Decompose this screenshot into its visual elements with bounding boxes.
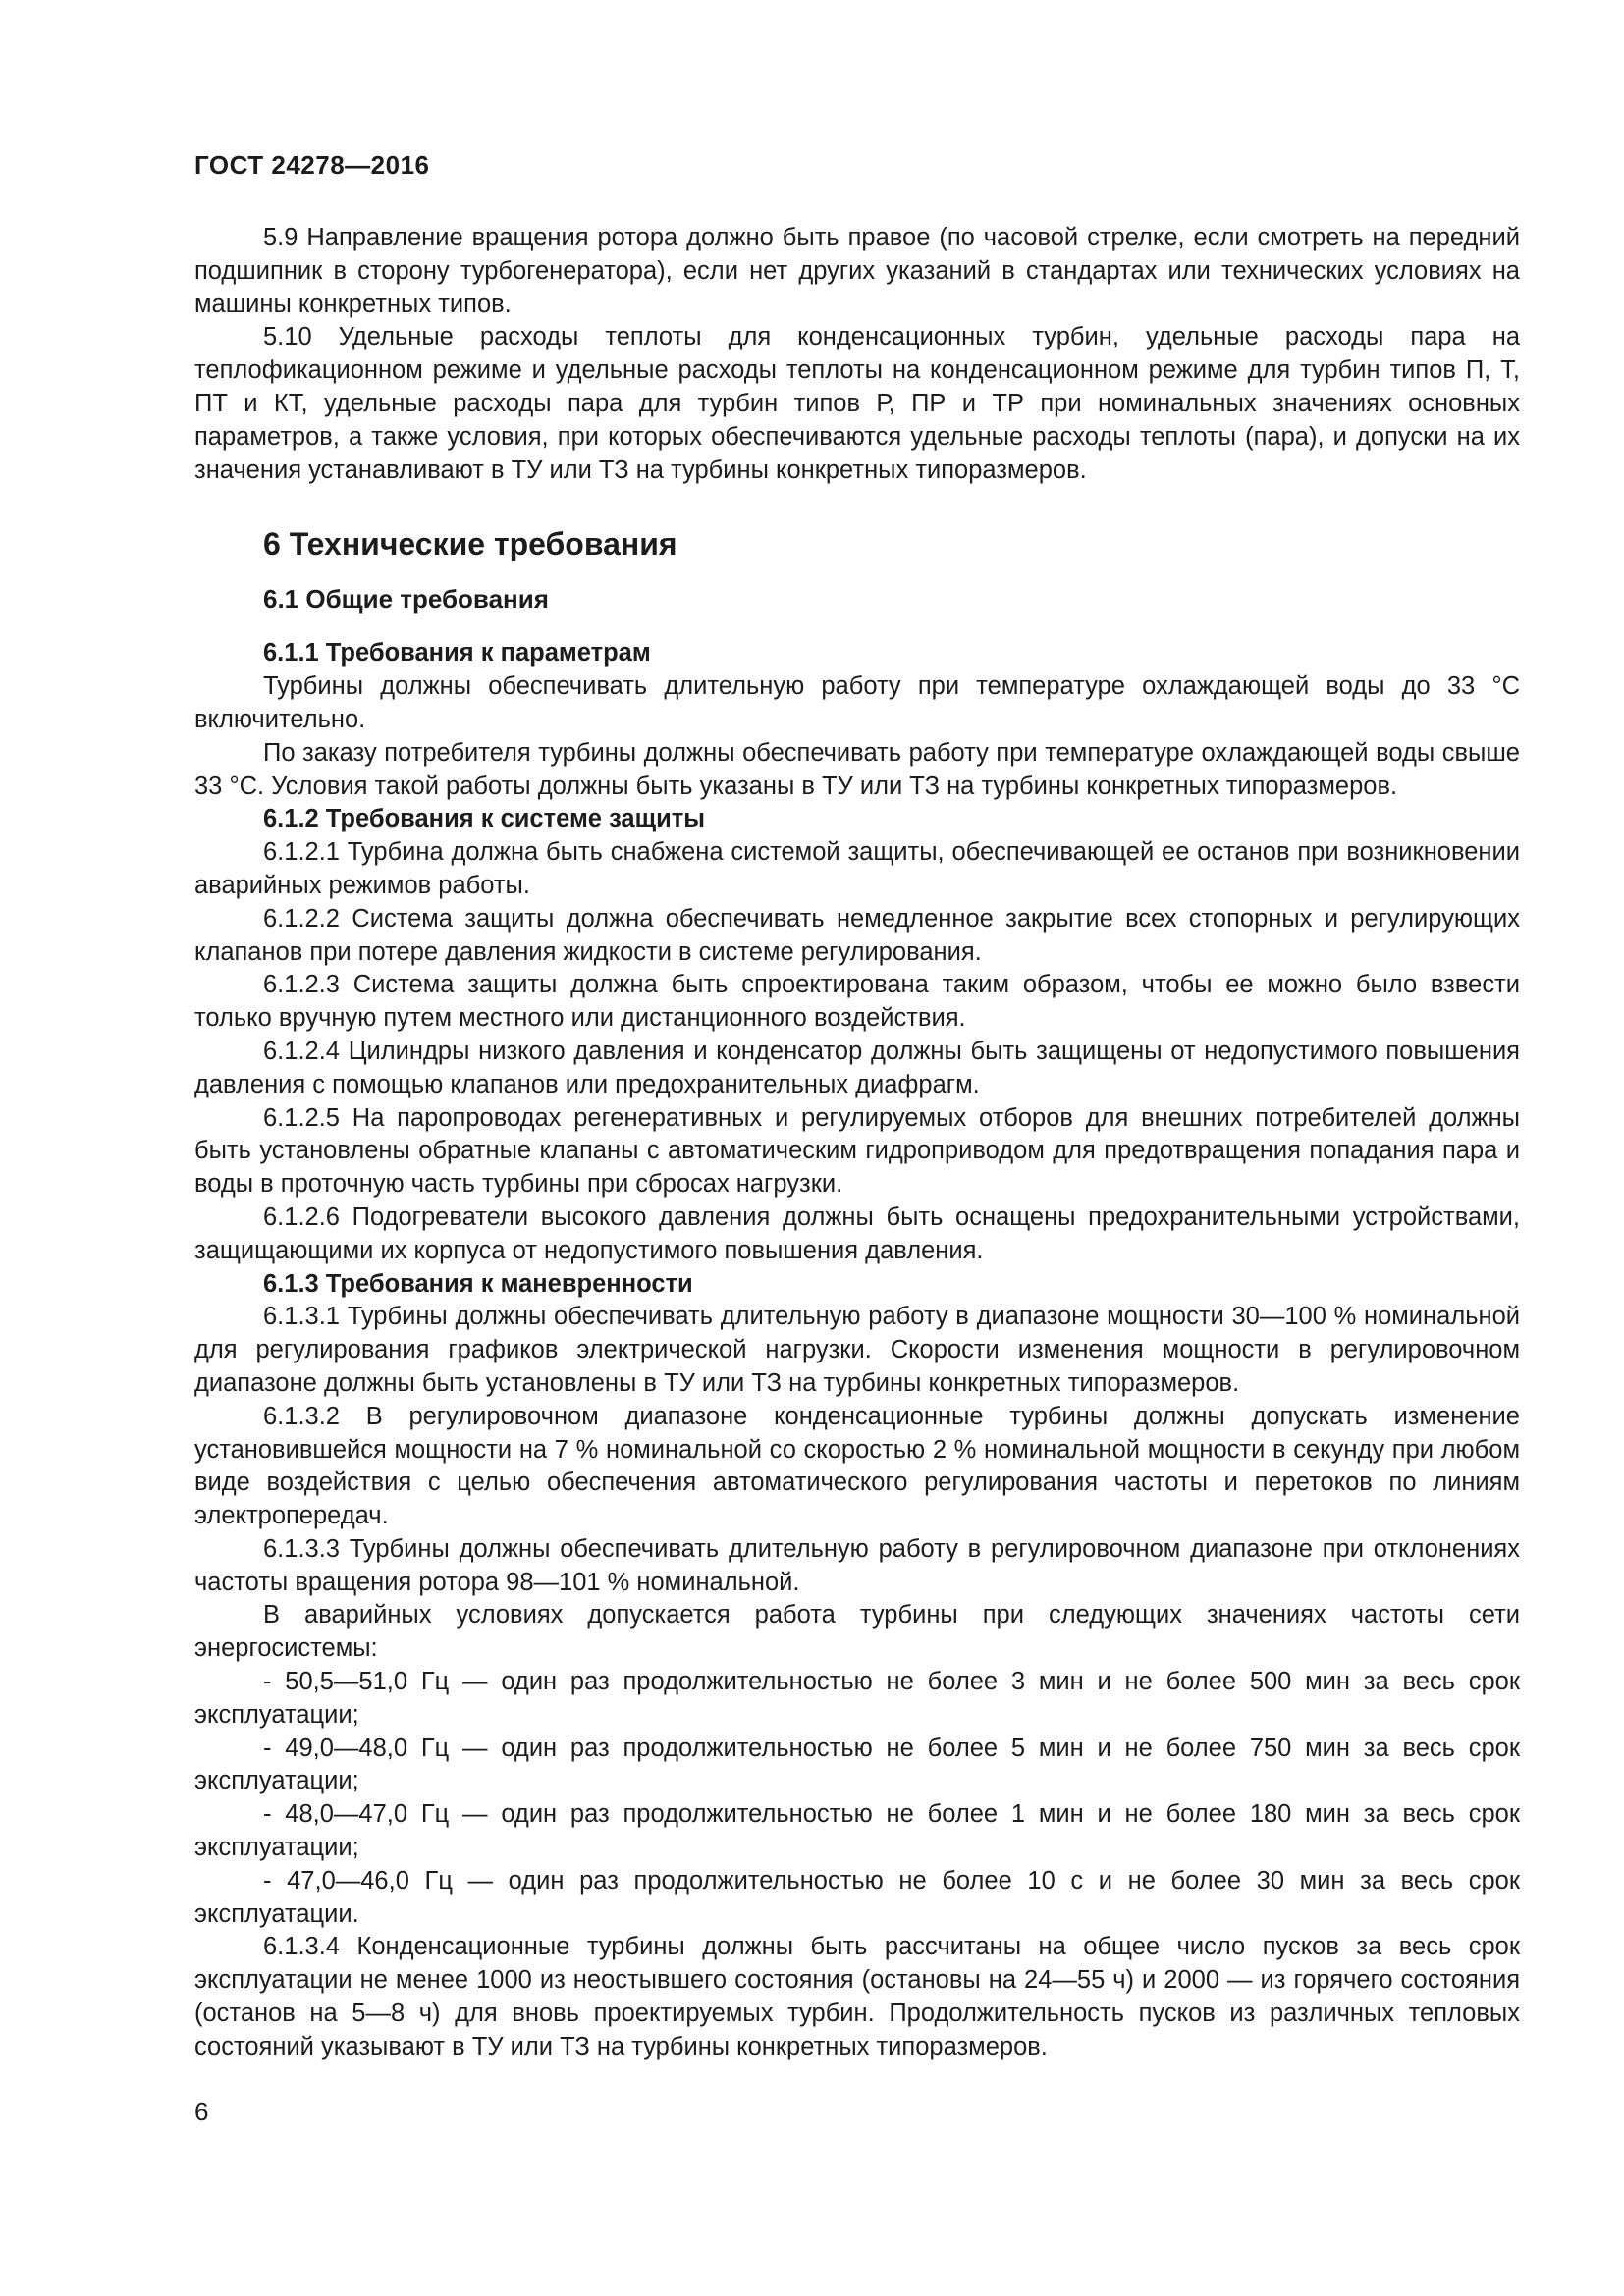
clause-6-1-2-1: 6.1.2.1 Турбина должна быть снабжена системой защиты, обеспечивающей ее останов при возникновении аварийных режимов работы. [194,838,1520,899]
clause-5-9: 5.9 Направление вращения ротора должно быть правое (по часовой стрелке, если смотреть на передний подшипник в сторону турбогенератора), если нет других указаний в стандартах или технических условиях на машины конкретных типов. [194,224,1520,318]
clause-6-1-2-6: 6.1.2.6 Подогреватели высокого давления должны быть оснащены предохранительными устройствами, защищающими их корпуса от недопустимого повышения давления. [194,1202,1520,1264]
page-number: 6 [194,2097,209,2126]
clause-6-1-2-3: 6.1.2.3 Система защиты должна быть спроектирована таким образом, чтобы ее можно было взвести только вручную путем местного или дистанционного воздействия. [194,971,1520,1033]
clause-6-1-3-3: 6.1.3.3 Турбины должны обеспечивать длительную работу в регулировочном диапазоне при отклонениях частоты вращения ротора 98—101 % номинальной. [194,1534,1520,1596]
list-item: - 50,5—51,0 Гц — один раз продолжительностью не более 3 мин и не более 500 мин за весь срок эксплуатации; [194,1668,1520,1729]
paragraph: В аварийных условиях допускается работа турбины при следующих значениях частоты сети энергосистемы: [194,1601,1520,1663]
section-6-1-2-heading: 6.1.2 Требования к системе защиты [263,805,706,833]
section-6-heading: 6 Технические требования [263,526,677,562]
document-body [194,222,1520,2064]
clause-6-1-2-2: 6.1.2.2 Система защиты должна обеспечивать немедленное закрытие всех стопорных и регулирующих клапанов при потере давления жидкости в системе регулирования. [194,904,1520,966]
standard-designation: ГОСТ 24278—2016 [194,150,430,180]
clause-6-1-3-2: 6.1.3.2 В регулировочном диапазоне конденсационные турбины должны допускать изменение установившейся мощности на 7 % номинальной со скоростью 2 % номинальной мощности в секунду при любом виде воздействия с целью обеспечения автоматического регулирования частоты и перетоков по линиям электропередач. [194,1402,1520,1530]
section-6-1-heading: 6.1 Общие требования [263,584,549,614]
section-6-1-1-heading: 6.1.1 Требования к параметрам [263,639,651,667]
section-6-1-3-heading: 6.1.3 Требования к маневренности [263,1269,693,1298]
clause-6-1-3-1: 6.1.3.1 Турбины должны обеспечивать длительную работу в диапазоне мощности 30—100 % номинальной для регулирования графиков электрической нагрузки. Скорости изменения мощности в регулировочном диапазоне должны быть установлены в ТУ или ТЗ на турбины конкретных типоразмеров. [194,1303,1520,1397]
clause-5-10: 5.10 Удельные расходы теплоты для конденсационных турбин, удельные расходы пара на теплофикационном режиме и удельные расходы теплоты на конденсационном режиме для турбин типов П, Т, ПТ и КТ, удельные расходы пара для турбин типов Р, ПР и ТР при номинальных значениях основных параметров, а также условия, при которых обеспечиваются удельные расходы теплоты (пара), и допуски на их значения устанавливают в ТУ или ТЗ на турбины конкретных типоразмеров. [194,323,1520,484]
list-item: - 47,0—46,0 Гц — один раз продолжительностью не более 10 с и не более 30 мин за весь срок эксплуатации. [194,1866,1520,1928]
list-item: - 48,0—47,0 Гц — один раз продолжительностью не более 1 мин и не более 180 мин за весь срок эксплуатации; [194,1800,1520,1862]
clause-6-1-3-4: 6.1.3.4 Конденсационные турбины должны быть рассчитаны на общее число пусков за весь срок эксплуатации не менее 1000 из неостывшего состояния (остановы на 24—55 ч) и 2000 — из горячего состояния (останов на 5—8 ч) для вновь проектируемых турбин. Продолжительность пусков из различных тепловых состояний указывают в ТУ или ТЗ на турбины конкретных типоразмеров. [194,1933,1520,2060]
list-item: - 49,0—48,0 Гц — один раз продолжительностью не более 5 мин и не более 750 мин за весь срок эксплуатации; [194,1734,1520,1795]
clause-6-1-2-5: 6.1.2.5 На паропроводах регенеративных и регулируемых отборов для внешних потребителей должны быть установлены обратные клапаны с автоматическим гидроприводом для предотвращения попадания пара и воды в проточную часть турбины при сбросах нагрузки. [194,1103,1520,1199]
paragraph: По заказу потребителя турбины должны обеспечивать работу при температуре охлаждающей воды свыше 33 °С. Условия такой работы должны быть указаны в ТУ или ТЗ на турбины конкретных типоразмеров. [194,738,1520,800]
paragraph: Турбины должны обеспечивать длительную работу при температуре охлаждающей воды до 33 °С включительно. [194,672,1520,733]
clause-6-1-2-4: 6.1.2.4 Цилиндры низкого давления и конденсатор должны быть защищены от недопустимого повышения давления с помощью клапанов или предохранительных диафрагм. [194,1037,1520,1098]
